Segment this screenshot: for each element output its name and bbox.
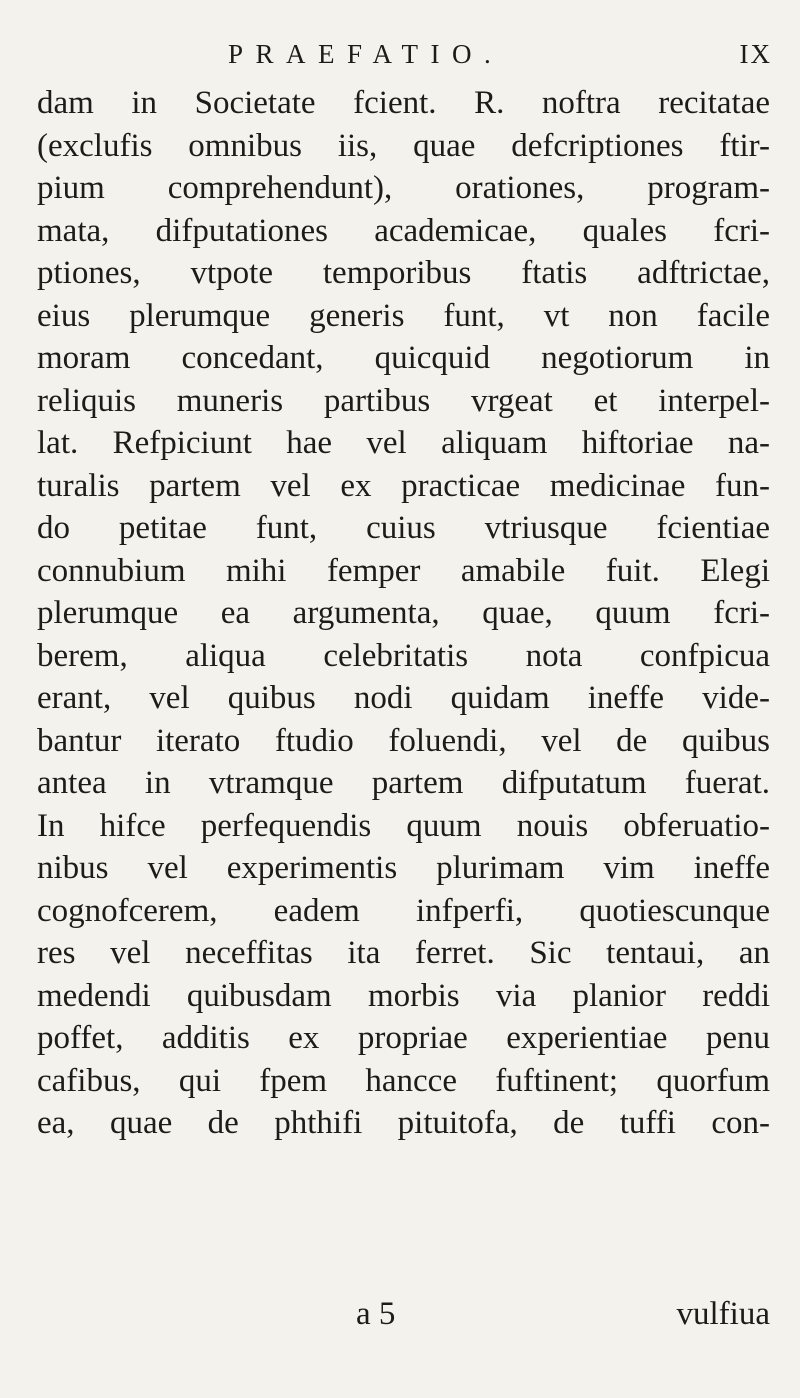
- text-line: cafibus, qui fpem hancce fuftinent; quorfum: [37, 1062, 770, 1099]
- text-line: pium comprehendunt), orationes, program-: [37, 170, 770, 206]
- text-line: res vel neceffitas ita ferret. Sic tentaui, an: [37, 935, 770, 971]
- text-line: cognofcerem, eadem infperfi, quotiescunque: [37, 892, 770, 929]
- text-line: moram concedant, quicquid negotiorum in: [37, 340, 770, 376]
- text-line: ea, quae de phthifi pituitofa, de tuffi con-: [37, 1105, 770, 1141]
- text-line: nibus vel experimentis plurimam vim ineffe: [37, 850, 770, 886]
- text-line: eius plerumque generis funt, vt non facile: [37, 297, 770, 334]
- page-number: IX: [739, 39, 772, 69]
- text-line: (exclufis omnibus iis, quae defcriptiones ftir-: [37, 127, 770, 164]
- text-line: do petitae funt, cuius vtriusque fcientiae: [37, 510, 770, 546]
- text-line: connubium mihi femper amabile fuit. Elegi: [37, 552, 770, 589]
- text-line: In hifce perfequendis quum nouis obferuatio-: [37, 807, 770, 844]
- running-head: [0, 32, 800, 72]
- signature-mark: a 5: [356, 1296, 396, 1332]
- text-line: reliquis muneris partibus vrgeat et interpel-: [37, 382, 770, 419]
- text-line: berem, aliqua celebritatis nota confpicua: [37, 637, 770, 674]
- running-head-title: PRAEFATIO.: [228, 39, 504, 69]
- body-text: [37, 82, 770, 1145]
- text-line: lat. Refpiciunt hae vel aliquam hiftoriae na-: [37, 425, 770, 461]
- text-line: antea in vtramque partem difputatum fuerat.: [37, 765, 770, 801]
- text-line: medendi quibusdam morbis via planior reddi: [37, 977, 770, 1014]
- text-line: poffet, additis ex propriae experientiae penu: [37, 1020, 770, 1056]
- page-footer: [0, 1292, 800, 1336]
- text-line: dam in Societate fcient. R. noftra recitatae: [37, 85, 770, 121]
- catchword: vulfiua: [676, 1296, 770, 1332]
- text-line: plerumque ea argumenta, quae, quum fcri-: [37, 595, 770, 631]
- text-line: turalis partem vel ex practicae medicinae fun-: [37, 467, 770, 504]
- text-line: mata, difputationes academicae, quales fcri-: [37, 212, 770, 249]
- text-line: bantur iterato ftudio foluendi, vel de quibus: [37, 722, 770, 759]
- text-line: erant, vel quibus nodi quidam ineffe vide-: [37, 680, 770, 716]
- text-line: ptiones, vtpote temporibus ftatis adftrictae,: [37, 255, 770, 291]
